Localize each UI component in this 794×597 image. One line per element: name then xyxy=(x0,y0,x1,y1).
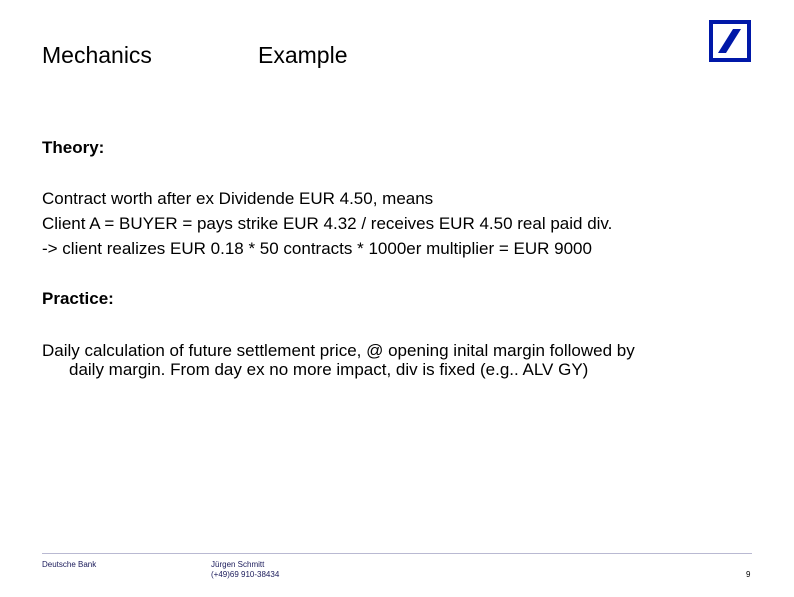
footer-company: Deutsche Bank xyxy=(42,560,97,569)
footer-divider xyxy=(42,553,752,554)
deutsche-bank-logo xyxy=(709,20,751,62)
theory-line: Contract worth after ex Dividende EUR 4.50, means xyxy=(42,189,434,208)
footer-contact-name: Jürgen Schmitt xyxy=(211,560,265,569)
slide-title: Example xyxy=(258,42,348,68)
theory-heading: Theory: xyxy=(42,138,105,157)
theory-line: Client A = BUYER = pays strike EUR 4.32 / receives EUR 4.50 real paid div. xyxy=(42,214,613,233)
page-number: 9 xyxy=(746,570,751,579)
footer-contact-phone: (+49)69 910-38434 xyxy=(211,570,280,579)
section-title: Mechanics xyxy=(42,42,152,68)
practice-line: daily margin. From day ex no more impact, div is fixed (e.g.. ALV GY) xyxy=(69,360,589,379)
practice-heading: Practice: xyxy=(42,289,114,308)
slash-mark-icon xyxy=(713,24,747,58)
practice-line: Daily calculation of future settlement price, @ opening inital margin followed by xyxy=(42,341,635,360)
theory-line: -> client realizes EUR 0.18 * 50 contracts * 1000er multiplier = EUR 9000 xyxy=(42,239,592,258)
